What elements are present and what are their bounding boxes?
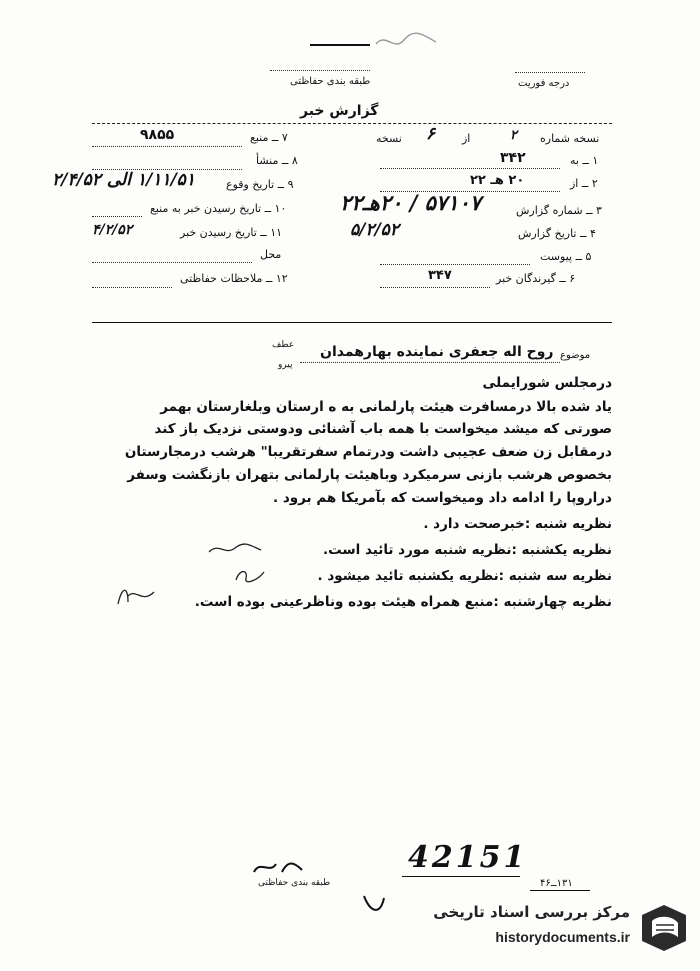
body-line-2: یاد شده بالا درمسافرت هیئت پارلمانی به ه ارستان وبلغارستان بهمر bbox=[160, 399, 612, 415]
field-1-value: ۳۴۲ bbox=[500, 150, 526, 166]
field-6-value: ۳۴۷ bbox=[428, 268, 452, 283]
field-3-value: ۵۷۱۰۷ / ۲۰هـ۲۲ bbox=[340, 190, 482, 215]
top-bar bbox=[310, 44, 370, 46]
place-line bbox=[92, 262, 252, 263]
field-1-label: ۱ ــ به bbox=[570, 154, 599, 167]
footer-classification-label: طبقه بندی حفاظتی bbox=[258, 878, 331, 888]
priority-label: درجه فوریت bbox=[518, 78, 570, 89]
opinion-saturday: نظریه شنبه :خبرصحت دارد . bbox=[423, 516, 612, 532]
header-separator bbox=[92, 322, 612, 323]
body-line-6: دراروپا را ادامه داد ومیخواست که بآمریکا هم برود . bbox=[273, 490, 612, 506]
field-12-line bbox=[92, 287, 172, 288]
field-7-value: ۹۸۵۵ bbox=[140, 127, 175, 143]
subject-label: موضوع bbox=[560, 350, 591, 361]
copy-number-value: ۲ bbox=[510, 128, 517, 143]
page-title: گزارش خبر bbox=[300, 103, 379, 119]
field-5-line bbox=[380, 264, 530, 265]
field-6-label: ۶ ــ گیرندگان خبر bbox=[496, 272, 576, 285]
archive-url: historydocuments.ir bbox=[495, 929, 630, 945]
copy-label: نسخه bbox=[376, 132, 402, 145]
priority-line bbox=[515, 72, 585, 73]
initial-mark-sunday bbox=[205, 540, 265, 558]
copy-from-value: ۶ bbox=[426, 124, 436, 144]
field-3-label: ۳ ــ شماره گزارش bbox=[516, 204, 602, 217]
classification-label: طبقه بندی حفاظتی bbox=[290, 76, 371, 87]
body-line-5: بخصوص هرشب بازنی سرمیکرد وباهیئت پارلمانی بتهران بازنگشت وسفر bbox=[127, 467, 612, 483]
subject-note-bottom: پیرو bbox=[278, 360, 293, 370]
body-line-3: صورتی که میشد میخواست با همه باب آشنائی ودوستی نزدیک باز کند bbox=[154, 421, 612, 437]
stamp-underline bbox=[402, 876, 520, 877]
field-10-line bbox=[92, 216, 142, 217]
title-rule bbox=[92, 123, 612, 124]
field-12-label: ۱۲ ــ ملاحظات حفاظتی bbox=[180, 272, 288, 285]
body-line-1: درمجلس شورایملی bbox=[482, 375, 612, 391]
copy-number-label: نسخه شماره bbox=[540, 132, 600, 145]
subject-value: روح اله جعفری نماینده بهارهمدان bbox=[320, 344, 554, 360]
initial-mark-wednesday bbox=[114, 584, 160, 608]
archive-logo-icon bbox=[638, 901, 690, 955]
archive-logo-text: مرکز بررسی اسناد تاریخی bbox=[433, 903, 630, 921]
stamp-number: 42151 bbox=[408, 840, 528, 875]
subject-note-top: عطف bbox=[272, 340, 295, 350]
subject-line bbox=[300, 362, 560, 363]
field-7-label: ۷ ــ منبع bbox=[250, 131, 288, 144]
field-9-label: ۹ ــ تاریخ وقوع bbox=[226, 178, 294, 191]
form-code-line bbox=[530, 890, 590, 891]
field-7-line bbox=[92, 146, 242, 147]
footer-handwriting bbox=[248, 856, 308, 878]
field-10-label: ۱۰ ــ تاریخ رسیدن خبر به منبع bbox=[150, 202, 287, 215]
field-8-label: ۸ ــ منشأ bbox=[256, 154, 298, 167]
body-line-4: درمقابل زن ضعف عجیبی داشت ودرتمام سفرتقریبا" هرشب درمجارستان bbox=[124, 444, 612, 460]
field-11-value: ۴/۲/۵۲ bbox=[92, 222, 133, 238]
field-1-line bbox=[380, 168, 560, 169]
field-2-value: ۲۰ هـ ۲۲ bbox=[470, 173, 525, 188]
place-label: محل bbox=[260, 248, 282, 261]
field-2-label: ۲ ــ از bbox=[570, 177, 598, 190]
field-11-label: ۱۱ ــ تاریخ رسیدن خبر bbox=[180, 226, 283, 239]
classification-line bbox=[270, 70, 370, 71]
form-code: ۱۳۱ــ۴۶ bbox=[540, 878, 573, 889]
initial-mark-tuesday bbox=[232, 566, 268, 584]
opinion-wednesday: نظریه چهارشنبه :منبع همراه هیئت بوده وناظرعینی بوده است. bbox=[194, 594, 612, 610]
field-6-line bbox=[380, 287, 490, 288]
opinion-tuesday: نظریه سه شنبه :نظریه یکشنبه تائید میشود . bbox=[317, 568, 612, 584]
top-handwritten-mark bbox=[372, 30, 442, 52]
field-9-value: ۱/۱۱/۵۱ الی ۲/۴/۵۲ bbox=[52, 170, 195, 190]
copy-from-label: از bbox=[462, 132, 471, 145]
archive-watermark bbox=[380, 899, 690, 959]
field-5-label: ۵ ــ پیوست bbox=[540, 250, 592, 263]
opinion-sunday: نظریه یکشنبه :نظریه شنبه مورد تائید است. bbox=[322, 542, 612, 558]
field-4-label: ۴ ــ تاریخ گزارش bbox=[518, 227, 596, 240]
field-4-value: ۵/۲/۵۲ bbox=[350, 220, 399, 240]
